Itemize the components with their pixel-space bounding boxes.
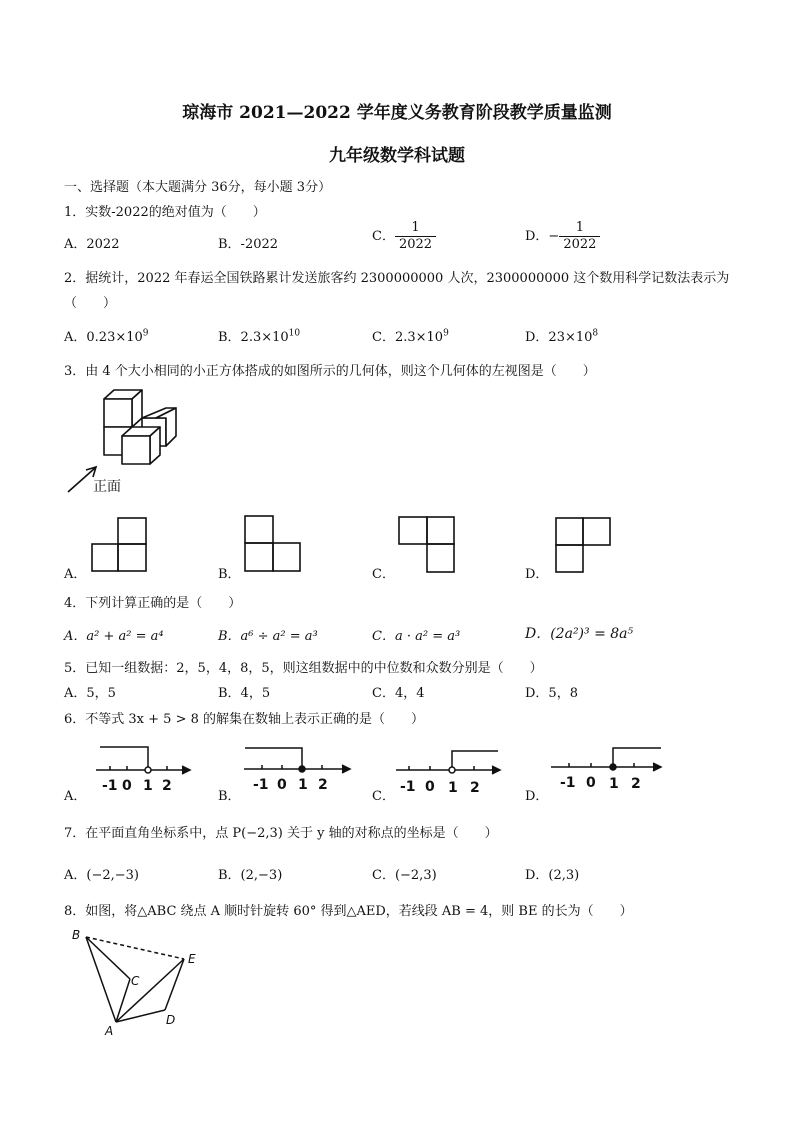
point-c-label: C bbox=[131, 974, 140, 988]
q3-option-b: B． bbox=[218, 567, 241, 582]
q7-stem: 7．在平面直角坐标系中，点 P(−2,3) 关于 y 轴的对称点的坐标是（ ） bbox=[64, 826, 498, 841]
q8-stem: 8．如图，将△ABC 绕点 A 顺时针旋转 60° 得到△AED，若线段 AB = 4，则 BE 的长为（ ） bbox=[64, 904, 633, 919]
q5-option-c: C．4，4 bbox=[372, 686, 425, 701]
tick-c-2: 2 bbox=[470, 780, 480, 796]
q6-option-d: D． bbox=[525, 789, 549, 804]
tick-c-neg1: -1 bbox=[400, 779, 416, 795]
q2-c-base: C．2.3×10 bbox=[372, 330, 444, 345]
q3-view-d bbox=[553, 515, 615, 577]
q1-option-c-prefix: C． bbox=[372, 229, 395, 244]
q3-option-a: A． bbox=[64, 567, 87, 582]
tick-b-1: 1 bbox=[298, 777, 308, 793]
exam-title: 琼海市 2021—2022 学年度义务教育阶段教学质量监测 bbox=[182, 103, 612, 123]
q2-option-a bbox=[64, 326, 149, 345]
q1-option-d bbox=[525, 220, 600, 253]
q4-option-a: A．a² + a² = a⁴ bbox=[64, 629, 164, 644]
cube-top-upper-front bbox=[104, 399, 132, 427]
q6-option-a: A． bbox=[64, 789, 87, 804]
q7-option-b: B．(2,−3) bbox=[218, 868, 283, 883]
q1-d-numerator: 1 bbox=[559, 220, 600, 237]
q5-option-d: D．5，8 bbox=[525, 686, 578, 701]
q1-option-c bbox=[372, 220, 436, 253]
q2-a-base: A．0.23×10 bbox=[64, 330, 143, 345]
tick-d-0: 0 bbox=[586, 775, 596, 791]
segment-be bbox=[86, 937, 184, 959]
segment-ba bbox=[86, 937, 116, 1022]
q1-option-c-fraction bbox=[395, 220, 436, 253]
q2-stem: 2．据统计，2022 年春运全国铁路累计发送旅客约 2300000000 人次，2300000000 这个数用科学记数法表示为 bbox=[64, 271, 730, 286]
point-e-label: E bbox=[188, 952, 196, 966]
point-b-label: B bbox=[72, 928, 81, 942]
segment-bc bbox=[86, 937, 130, 979]
tick-d-1: 1 bbox=[609, 776, 619, 792]
q8-rotation-figure bbox=[64, 924, 214, 1042]
tick-a-2: 2 bbox=[162, 778, 172, 794]
q7-option-c: C．(−2,3) bbox=[372, 868, 437, 883]
tick-b-0: 0 bbox=[277, 777, 287, 793]
q1-option-b: B．-2022 bbox=[218, 237, 279, 252]
q6-option-c: C． bbox=[372, 789, 395, 804]
tick-c-0: 0 bbox=[425, 779, 435, 795]
q4-option-b: B．a⁶ ÷ a² = a³ bbox=[218, 629, 318, 644]
section-heading: 一、选择题（本大题满分 36分，每小题 3分） bbox=[64, 180, 332, 195]
q4-option-d: D．(2a²)³ = 8a⁵ bbox=[525, 626, 634, 642]
q1-stem: 1．实数-2022的绝对值为（ ） bbox=[64, 205, 266, 220]
q3-view-b bbox=[242, 513, 304, 575]
q4-option-c: C．a · a² = a³ bbox=[372, 629, 461, 644]
tick-a-neg1: -1 bbox=[102, 778, 118, 794]
q1-c-numerator: 1 bbox=[395, 220, 436, 237]
q1-c-denominator: 2022 bbox=[398, 237, 433, 252]
segment-ed bbox=[165, 959, 184, 1010]
front-arrow-line bbox=[68, 468, 95, 492]
q7-option-d: D．(2,3) bbox=[525, 868, 580, 883]
exam-subtitle: 九年级数学科试题 bbox=[329, 146, 465, 166]
q5-stem: 5．已知一组数据：2，5，4，8，5，则这组数据中的中位数和众数分别是（ ） bbox=[64, 661, 543, 676]
q5-option-b: B．4，5 bbox=[218, 686, 271, 701]
q3-solid-figure bbox=[62, 386, 192, 498]
q6-numberline-b bbox=[242, 744, 354, 794]
tick-a-0: 0 bbox=[122, 778, 132, 794]
tick-b-neg1: -1 bbox=[253, 777, 269, 793]
point-a-label: A bbox=[105, 1024, 114, 1038]
q1-d-denominator: 2022 bbox=[563, 237, 597, 252]
q3-view-c bbox=[396, 514, 458, 576]
tick-a-1: 1 bbox=[143, 778, 153, 794]
tick-d-2: 2 bbox=[631, 776, 641, 792]
q3-option-d: D． bbox=[525, 567, 549, 582]
cube-front-face bbox=[122, 436, 150, 464]
q2-b-exp: 10 bbox=[288, 328, 301, 339]
q2-d-exp: 8 bbox=[592, 328, 599, 339]
q1-option-a: A．2022 bbox=[64, 237, 120, 252]
q7-option-a: A．(−2,−3) bbox=[64, 868, 139, 883]
front-label: 正面 bbox=[93, 479, 121, 495]
q2-c-exp: 9 bbox=[443, 328, 449, 339]
q5-option-a: A．5，5 bbox=[64, 686, 116, 701]
q1-option-d-fraction bbox=[559, 220, 600, 253]
q1-option-d-prefix: D．− bbox=[525, 229, 560, 244]
q6-numberline-a bbox=[92, 742, 196, 794]
q3-stem: 3．由 4 个大小相同的小正方体搭成的如图所示的几何体，则这个几何体的左视图是（ ） bbox=[64, 364, 596, 379]
tick-d-neg1: -1 bbox=[560, 775, 576, 791]
q2-stem-paren: （ ） bbox=[64, 296, 117, 311]
q3-view-a bbox=[90, 515, 152, 575]
q6-option-b: B． bbox=[218, 789, 241, 804]
q4-stem: 4．下列计算正确的是（ ） bbox=[64, 596, 242, 611]
q2-option-c bbox=[372, 326, 449, 345]
q6-numberline-d bbox=[549, 742, 667, 794]
q6-stem: 6．不等式 3x + 5 > 8 的解集在数轴上表示正确的是（ ） bbox=[64, 712, 424, 727]
tick-b-2: 2 bbox=[318, 777, 328, 793]
q2-b-base: B．2.3×10 bbox=[218, 330, 289, 345]
q6-numberline-c bbox=[394, 745, 506, 797]
q2-option-d bbox=[525, 326, 598, 345]
tick-c-1: 1 bbox=[448, 780, 458, 796]
q2-d-base: D．23×10 bbox=[525, 330, 593, 345]
q2-option-b bbox=[218, 326, 300, 345]
q3-option-c: C． bbox=[372, 567, 395, 582]
point-d-label: D bbox=[166, 1013, 176, 1027]
q2-a-exp: 9 bbox=[142, 328, 149, 339]
